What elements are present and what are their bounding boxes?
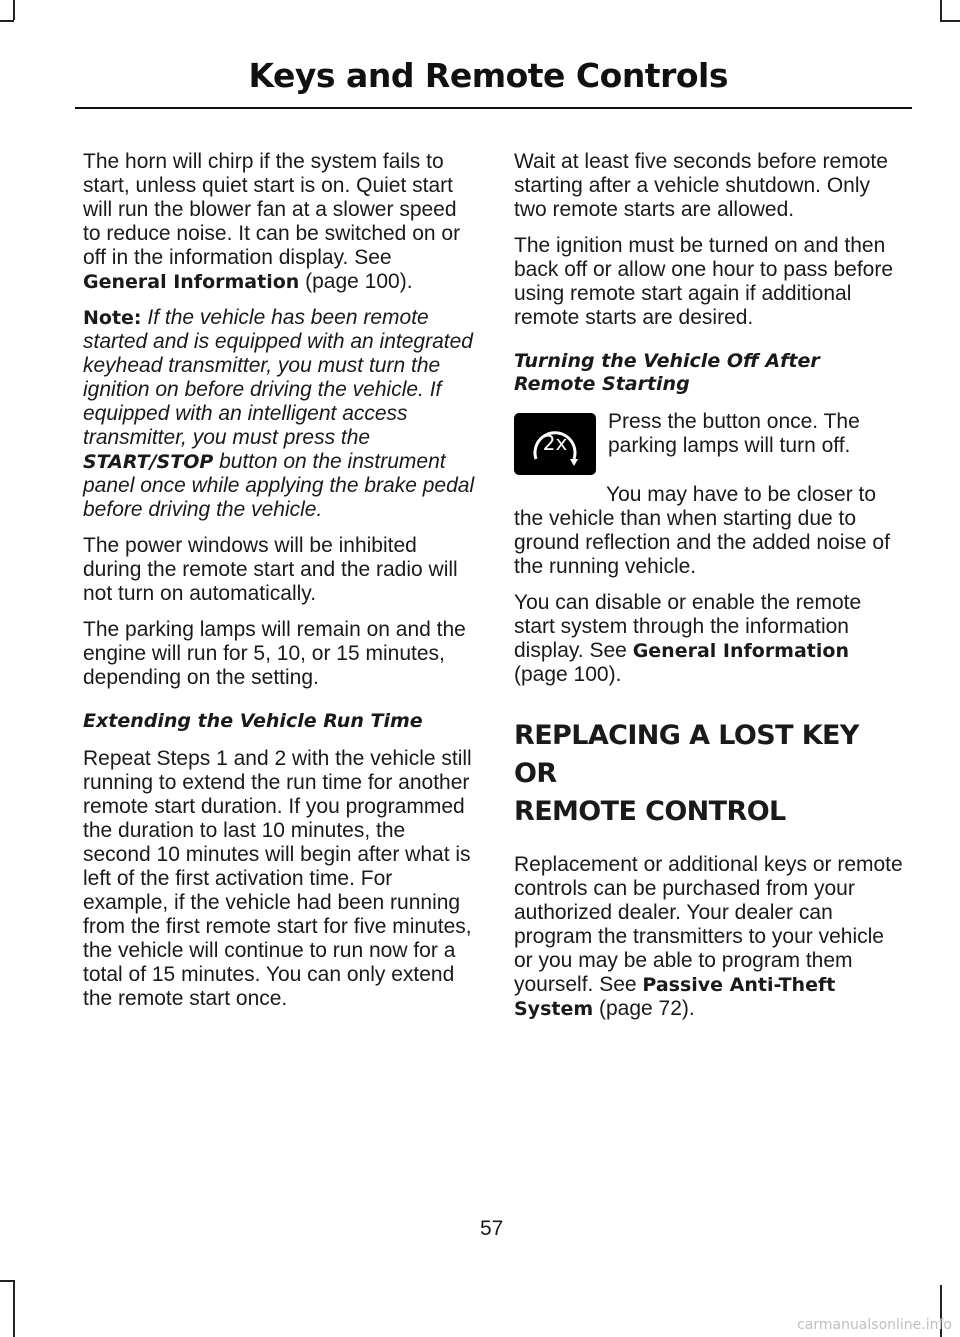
paragraph-repeat-steps: Repeat Steps 1 and 2 with the vehicle still running to extend the run time for another remote start duration. If you programmed the duration to last 10 minutes, the second 10 minutes will begin after what is left of the first activation time. For example, if the vehicle had been running from the first remote start for five minutes, the vehicle will continue to run now for a total of 15 minutes. You can only extend the remote start once.	[83, 747, 472, 1010]
crop-mark	[13, 0, 15, 20]
crop-mark	[13, 1280, 15, 1337]
paragraph-horn: The horn will chirp if the system fails to start, unless quiet start is on. Quiet start will run the blower fan at a slower speed to reduce noise. It can be switched on or off in the information display. See General Information (page 100).	[83, 150, 461, 293]
page-number: 57	[480, 1217, 504, 1240]
section-heading-replacing-key: REPLACING A LOST KEY OR REMOTE CONTROL	[514, 720, 859, 827]
crop-mark	[940, 20, 960, 22]
icon-instruction-text: Press the button once. The parking lamps will turn off.	[608, 410, 860, 457]
crop-mark	[0, 1280, 14, 1282]
press-twice-instruction	[514, 410, 906, 475]
svg-text:2x: 2x	[542, 431, 568, 455]
left-column	[83, 150, 475, 1023]
subheading-turning-off: Turning the Vehicle Off After Remote Starting	[514, 350, 820, 395]
paragraph-ignition: The ignition must be turned on and then back off or allow one hour to pass before using remote start again if additional remote starts are desired.	[514, 234, 894, 329]
paragraph-replacement: Replacement or additional keys or remote controls can be purchased from your authorized dealer. Your dealer can program the transmitters to your vehicle or you may be able to program them yourself. See Passive Anti-Theft System (page 72).	[514, 853, 903, 1020]
subheading-extending-run-time: Extending the Vehicle Run Time	[83, 710, 423, 732]
note-paragraph: Note: If the vehicle has been remote started and is equipped with an integrated keyhead transmitter, you must turn the ignition on before driving the vehicle. If equipped with an intelligent access transmitter, you must press the START/STOP button on the instrument panel once while applying the brake pedal before driving the vehicle.	[83, 306, 475, 521]
right-column	[514, 150, 906, 1033]
paragraph-parking-lamps: The parking lamps will remain on and the engine will run for 5, 10, or 15 minutes, depending on the setting.	[83, 618, 466, 689]
start-stop-label: START/STOP	[83, 451, 214, 473]
crop-mark	[940, 0, 942, 20]
link-general-information[interactable]: General Information	[83, 271, 300, 293]
paragraph-power-windows: The power windows will be inhibited during the remote start and the radio will not turn on automatically.	[83, 534, 458, 605]
remote-start-2x-icon	[514, 413, 596, 475]
crop-mark	[0, 20, 14, 22]
page-title: Keys and Remote Controls	[248, 56, 728, 95]
paragraph-disable-enable: You can disable or enable the remote start system through the information display. See General Information (page 100).	[514, 591, 862, 686]
header-divider	[75, 107, 912, 109]
link-general-information-2[interactable]: General Information	[632, 640, 849, 662]
paragraph-wait: Wait at least five seconds before remote starting after a vehicle shutdown. Only two remote starts are allowed.	[514, 150, 888, 221]
paragraph-closer: You may have to be closer to the vehicle than when starting due to ground reflection and the added noise of the running vehicle.	[514, 483, 890, 578]
link-passive-anti-theft[interactable]: Passive Anti-Theft System	[514, 974, 836, 1020]
watermark: carmanualsonline.info	[797, 1317, 952, 1333]
note-label: Note:	[83, 307, 142, 329]
